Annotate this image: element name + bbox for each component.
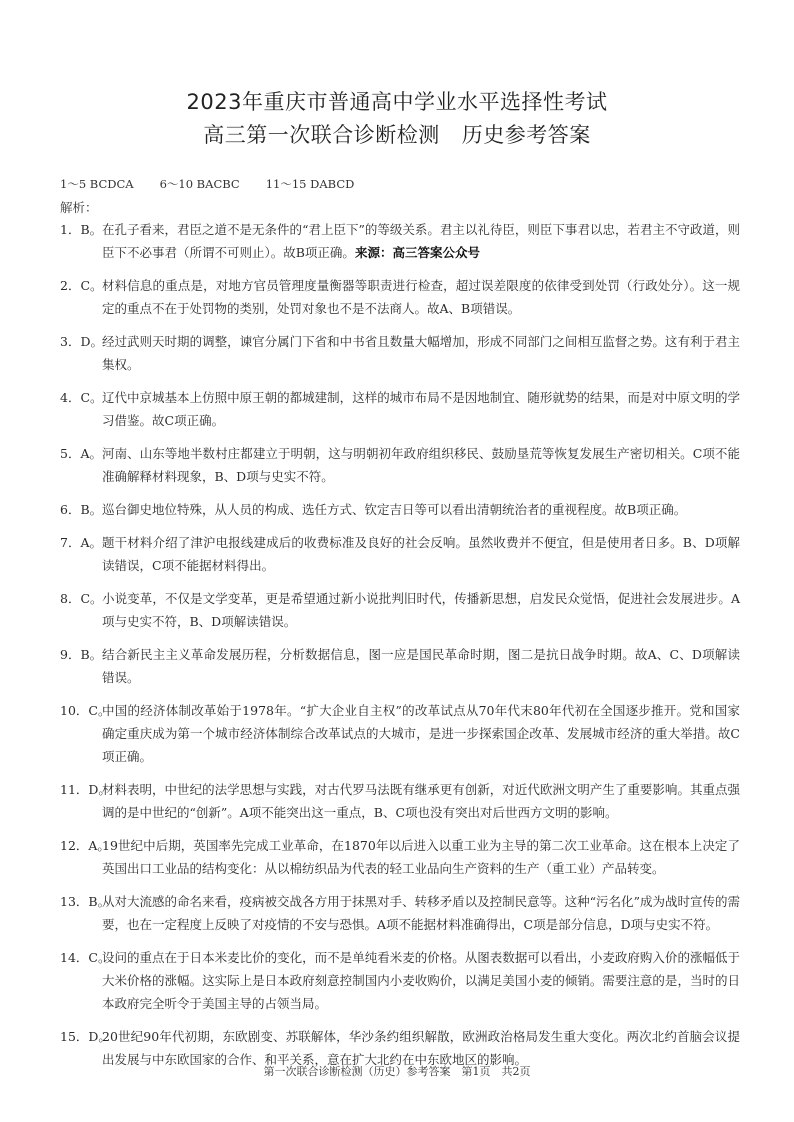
item-number: 11．D。 bbox=[60, 782, 111, 797]
analysis-item bbox=[60, 386, 740, 432]
page-subtitle bbox=[0, 119, 794, 149]
analysis-label: 解析： bbox=[60, 200, 98, 215]
item-text: 在孔子看来，君臣之道不是无条件的“君上臣下”的等级关系。君主以礼待臣，则臣下事君以忠，若君主不守政道，则臣下不必事君（所谓不可则止）。故B项正确。 bbox=[102, 222, 740, 260]
subtitle-exam-name: 高三第一次联合诊断检测 bbox=[203, 123, 440, 147]
analysis-list bbox=[60, 218, 740, 1081]
item-text: 小说变革，不仅是文学变革，更是希望通过新小说批判旧时代，传播新思想，启发民众觉悟，促进社会发展进步。A项与史实不符，B、D项解读错误。 bbox=[102, 591, 740, 629]
analysis-item bbox=[60, 531, 740, 577]
item-number: 5．A。 bbox=[60, 446, 102, 461]
item-number: 6．B。 bbox=[60, 502, 103, 517]
page-footer: 第一次联合诊断检测（历史）参考答案 第1页 共2页 bbox=[263, 1065, 531, 1078]
item-number: 12．A。 bbox=[60, 838, 110, 853]
item-text: 巡台御史地位特殊，从人员的构成、选任方式、钦定吉日等可以看出清朝统治者的重视程度。故B项正确。 bbox=[102, 502, 687, 517]
item-number: 1．B。 bbox=[60, 222, 103, 237]
item-text: 设问的重点在于日本米麦比价的变化，而不是单纯看米麦的价格。从图表数据可以看出，小麦政府购入价的涨幅低于大米价格的涨幅。这实际上是日本政府刻意控制国内小麦收购价，以满足美国小麦的倾销。需要注意的是，当时的日本政府完全听令于美国主导的占领当局。 bbox=[102, 950, 740, 1011]
item-text: 19世纪中后期，英国率先完成工业革命，在1870年以后进入以重工业为主导的第二次工业革命。这在根本上决定了英国出口工业品的结构变化：从以棉纺织品为代表的轻工业品向生产资料的生产（重工业）产品转变。 bbox=[102, 838, 740, 876]
analysis-item bbox=[60, 946, 740, 1015]
analysis-item bbox=[60, 498, 740, 521]
item-number: 10．C。 bbox=[60, 703, 111, 718]
item-number: 3．D。 bbox=[60, 334, 103, 349]
analysis-item bbox=[60, 834, 740, 880]
item-text: 中国的经济体制改革始于1978年。“扩大企业自主权”的改革试点从70年代末80年代初在全国逐步推开。党和国家确定重庆成为第一个城市经济体制综合改革试点的大城市，是进一步探索国企改革、发展城市经济的重大举措。故C项正确。 bbox=[102, 703, 740, 764]
item-text: 材料信息的重点是，对地方官员管理度量衡器等职责进行检查，超过误差限度的依律受到处罚（行政处分）。这一规定的重点不在于处罚物的类别，处罚对象也不是不法商人。故A、B项错误。 bbox=[102, 278, 740, 316]
item-text: 辽代中京城基本上仿照中原王朝的都城建制，这样的城市布局不是因地制宜、随形就势的结果，而是对中原文明的学习借鉴。故C项正确。 bbox=[102, 390, 740, 428]
source-note: 来源：高三答案公众号 bbox=[354, 245, 480, 260]
subtitle-subject: 历史参考答案 bbox=[461, 123, 591, 147]
item-text: 材料表明，中世纪的法学思想与实践，对古代罗马法既有继承更有创新，对近代欧洲文明产生了重要影响。其重点强调的是中世纪的“创新”。A项不能突出这一重点，B、C项也没有突出对后世西方文明的影响。 bbox=[102, 782, 740, 820]
item-number: 4．C。 bbox=[60, 390, 103, 405]
analysis-item bbox=[60, 643, 740, 689]
item-number: 9．B。 bbox=[60, 647, 103, 662]
answer-group-1: 1～5 BCDCA bbox=[60, 177, 134, 191]
analysis-item bbox=[60, 699, 740, 768]
item-number: 15．D。 bbox=[60, 1029, 111, 1044]
item-text: 20世纪90年代初期，东欧剧变、苏联解体，华沙条约组织解散，欧洲政治格局发生重大变化。两次北约首脑会议提出发展与中东欧国家的合作、和平关系，意在扩大北约在中东欧地区的影响。 bbox=[102, 1029, 740, 1067]
answer-key bbox=[60, 176, 354, 192]
item-text: 题干材料介绍了津沪电报线建成后的收费标准及良好的社会反响。虽然收费并不便宜，但是使用者日多。B、D项解读错误，C项不能据材料得出。 bbox=[102, 535, 740, 573]
analysis-item bbox=[60, 330, 740, 376]
item-number: 14．C。 bbox=[60, 950, 111, 965]
item-text: 从对大流感的命名来看，疫病被交战各方用于抹黑对手、转移矛盾以及控制民意等。这种“污名化”成为战时宣传的需要，也在一定程度上反映了对疫情的不安与恐惧。A项不能据材料准确得出，C项是部分信息，D项与史实不符。 bbox=[102, 894, 740, 932]
item-text: 结合新民主主义革命发展历程，分析数据信息，图一应是国民革命时期，图二是抗日战争时期。故A、C、D项解读错误。 bbox=[102, 647, 740, 685]
analysis-item bbox=[60, 274, 740, 320]
item-number: 8．C。 bbox=[60, 591, 103, 606]
item-number: 2．C。 bbox=[60, 278, 103, 293]
item-text: 经过武则天时期的调整，谏官分属门下省和中书省且数量大幅增加，形成不同部门之间相互监督之势。这有利于君主集权。 bbox=[102, 334, 740, 372]
item-text: 河南、山东等地半数村庄都建立于明朝，这与明朝初年政府组织移民、鼓励垦荒等恢复发展生产密切相关。C项不能准确解释材料现象，B、D项与史实不符。 bbox=[102, 446, 740, 484]
analysis-item bbox=[60, 587, 740, 633]
answer-group-2: 6～10 BACBC bbox=[159, 177, 240, 191]
analysis-item bbox=[60, 218, 740, 264]
item-number: 7．A。 bbox=[60, 535, 102, 550]
analysis-item bbox=[60, 890, 740, 936]
page-title: 2023年重庆市普通高中学业水平选择性考试 bbox=[186, 90, 608, 114]
analysis-item bbox=[60, 778, 740, 824]
item-number: 13．B。 bbox=[60, 894, 111, 909]
answer-group-3: 11～15 DABCD bbox=[265, 177, 355, 191]
analysis-item bbox=[60, 442, 740, 488]
